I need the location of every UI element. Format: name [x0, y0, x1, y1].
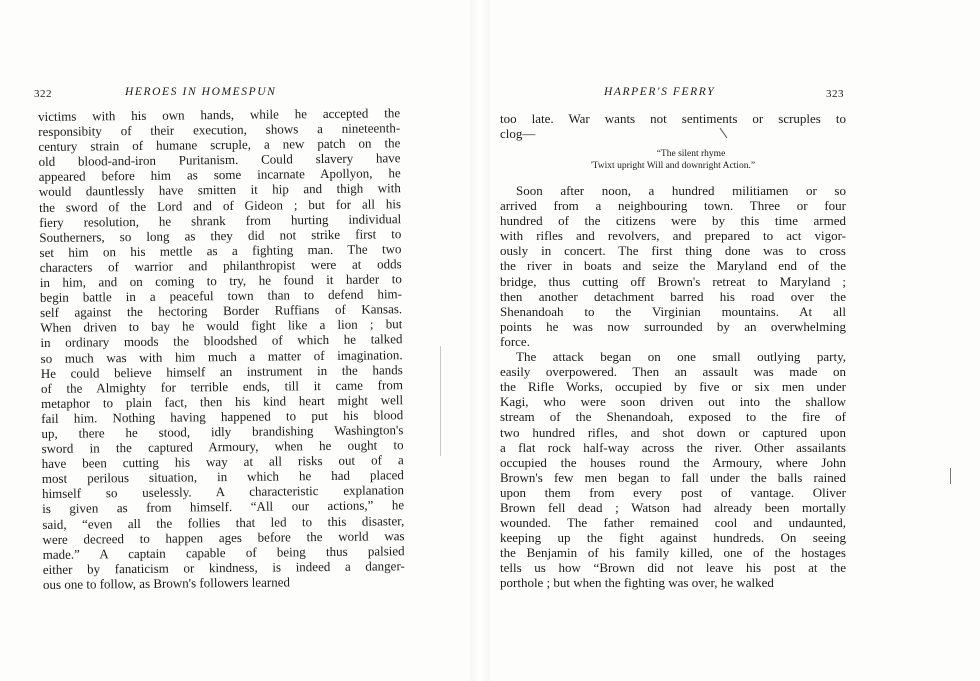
left-text-line-29: were decreed to happen ages before the world was — [42, 527, 405, 547]
right-text-line-1: Soon after noon, a hundred militiamen or so — [516, 183, 846, 198]
left-running-head: HEROES IN HOMESPUN — [125, 86, 277, 98]
right-page-body — [500, 183, 846, 591]
left-text-line-21: fail him. Nothing having happened to put his blood — [41, 407, 404, 426]
left-text-line-6: would dauntlessly have smitten it hip and thigh with — [38, 180, 401, 200]
left-text-line-4: old blood-and-iron Puritanism. Could slavery have — [38, 150, 401, 170]
left-text-line-17: so much was with him much a matter of imagination. — [40, 346, 403, 366]
right-text-line-24: keeping up the fight against hundreds. On seeing — [500, 530, 846, 546]
right-text-line-4: with rifles and revolvers, and prepared to act vigor- — [500, 228, 846, 244]
right-text-line-19: occupied the houses round the Armoury, where John — [500, 454, 846, 470]
right-text-line-27: porthole ; but when the fighting was over, he walked — [500, 575, 774, 591]
left-text-line-15: When driven to bay he would fight like a lion ; but — [40, 316, 403, 336]
right-text-line-21: upon them from every post of vantage. Oliver — [500, 484, 846, 500]
left-text-line-23: sword in the captured Armoury, when he ought to — [41, 437, 404, 457]
edge-mark — [950, 468, 951, 484]
right-text-line-17: two hundred rifles, and shot down or captured upon — [500, 424, 846, 440]
left-text-line-2: responsibity of their execution, shows a nineteenth- — [38, 120, 401, 140]
right-text-line-12: The attack began on one small outlying party, — [516, 349, 846, 365]
left-text-line-16: in ordinary moods the bloodshed of which he talked — [40, 331, 403, 351]
left-text-line-14: self against the hectoring Border Ruffians of Kansas. — [40, 301, 403, 321]
left-page-number: 322 — [34, 88, 52, 100]
left-page-body — [38, 105, 405, 592]
left-text-line-13: begin battle in a peaceful town than to defend him- — [39, 286, 403, 306]
book-gutter — [470, 0, 490, 681]
right-opening-line-1: too late. War wants not sentiments or scruples to — [500, 111, 846, 126]
right-text-line-20: Brown's few men began to fall under the balls rained — [500, 469, 846, 485]
left-text-line-27: is given as from himself. “All our actions,” he — [42, 497, 405, 517]
right-text-line-22: Brown fell dead ; Watson had already been mortally — [500, 499, 846, 515]
right-text-line-26: tells us how “Brown did not leave his post at the — [500, 560, 846, 576]
right-text-line-3: hundred of the citizens were by this time armed — [500, 213, 846, 229]
quotation-line-1: “The silent rhyme — [656, 149, 726, 159]
right-text-line-25: the Benjamin of his family killed, one of the hostages — [500, 545, 846, 561]
right-text-line-18: a flat rock half-way across the river. Other assailants — [500, 439, 846, 455]
left-text-line-12: in him, and on coming to try, he found it harder to — [39, 271, 402, 291]
left-text-line-25: most perilous situation, in which he had placed — [41, 467, 404, 487]
left-text-line-30: made.” A captain capable of being thus palsied — [42, 542, 405, 562]
right-text-line-15: Kagi, who were soon driven out into the shallow — [500, 394, 846, 410]
left-text-line-8: fiery resolution, he shrank from hurting individual — [39, 210, 402, 230]
right-text-line-10: points he was now surrounded by an overwhelming — [500, 318, 846, 334]
right-text-line-14: the Rifle Works, occupied by five or six men under — [500, 379, 846, 395]
right-text-line-5: ously in concert. The first thing done was to cross — [500, 243, 846, 259]
right-text-line-11: force. — [500, 333, 530, 349]
right-text-line-16: stream of the Shenandoah, exposed to the fire of — [500, 409, 846, 425]
left-text-line-20: metaphor to plain fact, then his kind heart might well — [41, 391, 404, 411]
right-running-head: HARPER'S FERRY — [604, 86, 716, 98]
verse-quotation — [500, 148, 846, 172]
left-text-line-5: appeared before him as some incarnate Apollyon, he — [38, 165, 401, 185]
gutter-shadow-line — [440, 346, 441, 456]
left-text-line-26: himself so uselessly. A characteristic explanation — [41, 482, 405, 502]
right-page-opening — [500, 111, 846, 141]
left-text-line-18: He could believe himself an instrument in the hands — [40, 361, 403, 381]
left-text-line-9: Southerners, so long as they did not strike first to — [39, 225, 402, 245]
left-text-line-10: set him on his mettle as a fighting man. The two — [39, 241, 402, 260]
quotation-line-2: 'Twixt upright Will and downright Action.” — [590, 161, 756, 171]
right-text-line-23: wounded. The father remained cool and undaunted, — [500, 515, 846, 531]
left-text-line-1: victims with his own hands, while he accepted the — [38, 105, 401, 124]
left-text-line-3: century strain of humane scruple, a new patch on the — [38, 135, 401, 155]
left-text-line-7: the sword of the Lord and of Gideon ; but for all his — [38, 195, 402, 215]
left-text-line-24: have been cutting his way at all risks out of a — [41, 452, 404, 472]
left-text-line-11: characters of warrior and philanthropist were at odds — [39, 256, 402, 275]
left-text-line-31: either by fanaticism or kindness, is indeed a danger- — [42, 557, 405, 577]
left-text-line-32: ous one to follow, as Brown's followers learned — [42, 574, 291, 592]
right-opening-line-2: clog— — [500, 126, 536, 142]
right-text-line-7: bridge, thus cutting off Brown's retreat to Maryland ; — [500, 273, 846, 289]
right-text-line-8: then another detachment barred his road over the — [500, 288, 846, 304]
right-page-number: 323 — [826, 88, 844, 100]
left-text-line-28: said, “even all the follies that led to this disaster, — [42, 512, 405, 532]
right-text-line-13: easily overpowered. Then an assault was made on — [500, 364, 846, 380]
right-text-line-6: the river in boats and seize the Maryland end of the — [500, 258, 846, 274]
right-text-line-2: arrived from a neighbouring town. Three or four — [500, 198, 846, 214]
right-text-line-9: Shenandoah to the Virginian mountains. At all — [500, 303, 846, 319]
left-text-line-19: of the Almighty for terrible ends, till it came from — [40, 376, 403, 396]
left-text-line-22: up, there he stood, idly brandishing Washington's — [41, 422, 404, 441]
